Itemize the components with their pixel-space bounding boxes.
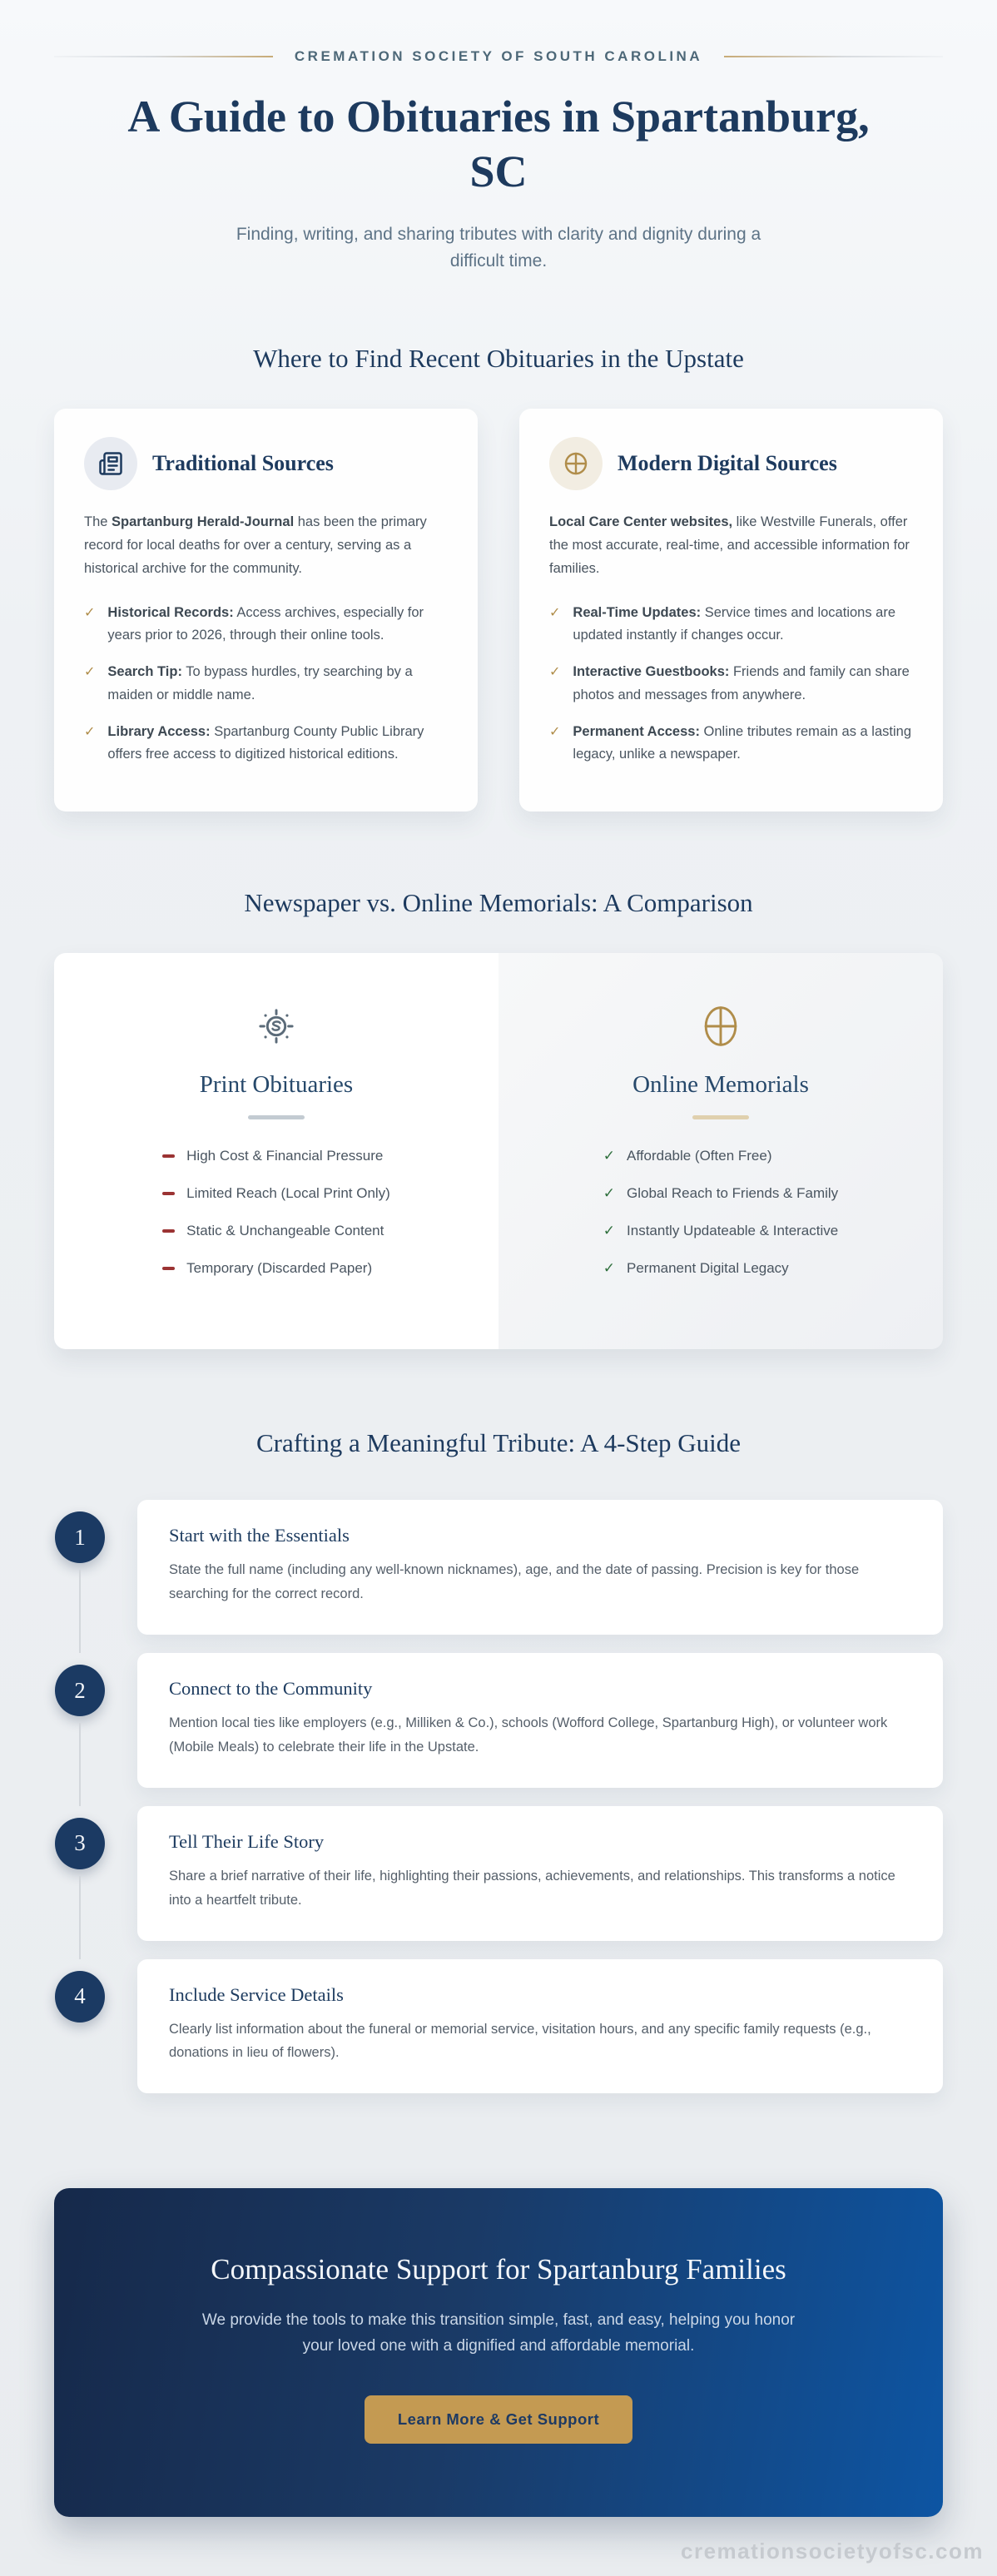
check-icon: ✓: [84, 665, 96, 680]
step-number-badge: 1: [55, 1511, 105, 1563]
dash-icon: [162, 1229, 175, 1233]
check-icon: ✓: [603, 1185, 616, 1202]
dash-icon: [162, 1267, 175, 1270]
site-watermark: cremationsocietyofsc.com: [680, 2539, 984, 2564]
list-item: ✓ Search Tip: To bypass hurdles, try searching by a maiden or middle name.: [84, 661, 448, 706]
card-header: [549, 437, 913, 490]
check-icon: ✓: [549, 605, 561, 620]
step-rail: [54, 1500, 106, 1653]
sources-heading: Where to Find Recent Obituaries in the Upstate: [253, 343, 744, 373]
step-title: Include Service Details: [169, 1983, 344, 2005]
card-header: [84, 437, 448, 490]
comparison-section: [0, 888, 997, 1349]
card-intro: The Spartanburg Herald-Journal has been the primary record for local deaths for over a century, serving as a historical archive for the community.: [84, 514, 427, 576]
print-cons-list: [162, 1148, 390, 1298]
kicker-right-rule: [724, 56, 943, 57]
list-item: ✓ Affordable (Often Free): [603, 1148, 772, 1164]
cta-banner: [54, 2188, 943, 2517]
title-underline: [692, 1115, 749, 1119]
check-icon: ✓: [549, 724, 561, 739]
step-row-1: [54, 1500, 943, 1653]
page-title: A Guide to Obituaries in Spartanburg, SC: [127, 92, 870, 196]
step-rail: [54, 1806, 106, 1959]
brand-name: CREMATION SOCIETY OF SOUTH CAROLINA: [294, 48, 703, 64]
steps-list: [54, 1500, 943, 2112]
step-body: Share a brief narrative of their life, highlighting their passions, achievements, and relationships. This transforms a notice into a heartfelt tribute.: [169, 1868, 895, 1908]
list-item: ✓ Instantly Updateable & Interactive: [603, 1223, 839, 1239]
hero-section: [0, 0, 997, 275]
page-subtitle: Finding, writing, and sharing tributes with clarity and dignity during a difficult time.: [236, 224, 761, 271]
step-card: [137, 1500, 943, 1635]
online-pros-list: [603, 1148, 838, 1298]
card-title: Modern Digital Sources: [618, 450, 837, 475]
modern-digital-sources-card: [519, 409, 943, 812]
step-connector-line: [79, 1570, 81, 1653]
cta-heading: Compassionate Support for Spartanburg Families: [211, 2253, 786, 2286]
globe-icon: [549, 437, 603, 490]
list-item: Limited Reach (Local Print Only): [162, 1185, 390, 1202]
learn-more-button[interactable]: Learn More & Get Support: [365, 2395, 632, 2444]
steps-section: [0, 1428, 997, 2112]
dash-icon: [162, 1192, 175, 1195]
step-number-badge: 3: [55, 1818, 105, 1869]
list-item: ✓ Library Access: Spartanburg County Public Library offers free access to digitized historical editions.: [84, 721, 448, 766]
step-connector-line: [79, 1876, 81, 1959]
cta-body: We provide the tools to make this transition simple, fast, and easy, helping you honor your loved one with a dignified and affordable memorial.: [201, 2311, 796, 2355]
step-body: Clearly list information about the funeral or memorial service, visitation hours, and any specific family requests (e.g., donations in lieu of flowers).: [169, 2021, 871, 2061]
card-title: Traditional Sources: [152, 450, 334, 475]
step-card: [137, 1959, 943, 2094]
kicker-left-rule: [54, 56, 273, 57]
step-row-2: [54, 1653, 943, 1806]
step-card: [137, 1653, 943, 1788]
list-item: High Cost & Financial Pressure: [162, 1148, 390, 1164]
comparison-heading: Newspaper vs. Online Memorials: A Comparison: [244, 888, 753, 918]
print-obituaries-column: [54, 953, 498, 1349]
list-item: ✓ Interactive Guestbooks: Friends and family can share photos and messages from anywhere.: [549, 661, 913, 706]
step-row-4: [54, 1959, 943, 2112]
step-body: State the full name (including any well-known nicknames), age, and the date of passing. Precision is key for those searching for the correct record.: [169, 1562, 860, 1602]
footer: [0, 2517, 997, 2576]
list-item: ✓ Real-Time Updates: Service times and locations are updated instantly if changes occur.: [549, 602, 913, 647]
check-icon: ✓: [603, 1223, 616, 1239]
dollar-sun-icon: [74, 1000, 479, 1053]
step-title: Start with the Essentials: [169, 1525, 350, 1546]
card-bullet-list: [549, 602, 913, 766]
title-underline: [248, 1115, 305, 1119]
step-number-badge: 4: [55, 1971, 105, 2023]
step-body: Mention local ties like employers (e.g., Milliken & Co.), schools (Wofford College, Spartanburg High), or volunteer work (Mobile Meals) to celebrate their life in the Upstate.: [169, 1715, 888, 1755]
step-title: Tell Their Life Story: [169, 1830, 325, 1852]
list-item: ✓ Permanent Access: Online tributes remain as a lasting legacy, unlike a newspaper.: [549, 721, 913, 766]
list-item: Static & Unchangeable Content: [162, 1223, 390, 1239]
brand-kicker: [54, 48, 943, 65]
step-card: [137, 1806, 943, 1941]
steps-heading: Crafting a Meaningful Tribute: A 4-Step Guide: [255, 1428, 742, 1458]
newspaper-icon: [84, 437, 137, 490]
list-item: ✓ Global Reach to Friends & Family: [603, 1185, 839, 1202]
globe-meridian-icon: [518, 1000, 923, 1053]
traditional-sources-card: [54, 409, 478, 812]
step-connector-line: [79, 1723, 81, 1806]
comparison-card: [54, 953, 943, 1349]
online-memorials-column: [498, 953, 943, 1349]
check-icon: ✓: [84, 724, 96, 739]
step-row-3: [54, 1806, 943, 1959]
step-rail: [54, 1653, 106, 1806]
check-icon: ✓: [549, 665, 561, 680]
list-item: Temporary (Discarded Paper): [162, 1260, 390, 1277]
sources-grid: [54, 409, 943, 812]
list-item: ✓ Historical Records: Access archives, especially for years prior to 2026, through their online tools.: [84, 602, 448, 647]
check-icon: ✓: [603, 1260, 616, 1277]
step-number-badge: 2: [55, 1665, 105, 1716]
card-intro: Local Care Center websites, like Westville Funerals, offer the most accurate, real-time, and accessible information for families.: [549, 514, 910, 576]
list-item: ✓ Permanent Digital Legacy: [603, 1260, 789, 1277]
card-bullet-list: [84, 602, 448, 766]
check-icon: ✓: [603, 1148, 616, 1164]
dash-icon: [162, 1154, 175, 1158]
step-rail: [54, 1959, 106, 2112]
check-icon: ✓: [84, 605, 96, 620]
sources-section: [0, 344, 997, 812]
column-title: Print Obituaries: [199, 1071, 354, 1099]
column-title: Online Memorials: [632, 1071, 809, 1099]
step-title: Connect to the Community: [169, 1678, 373, 1700]
